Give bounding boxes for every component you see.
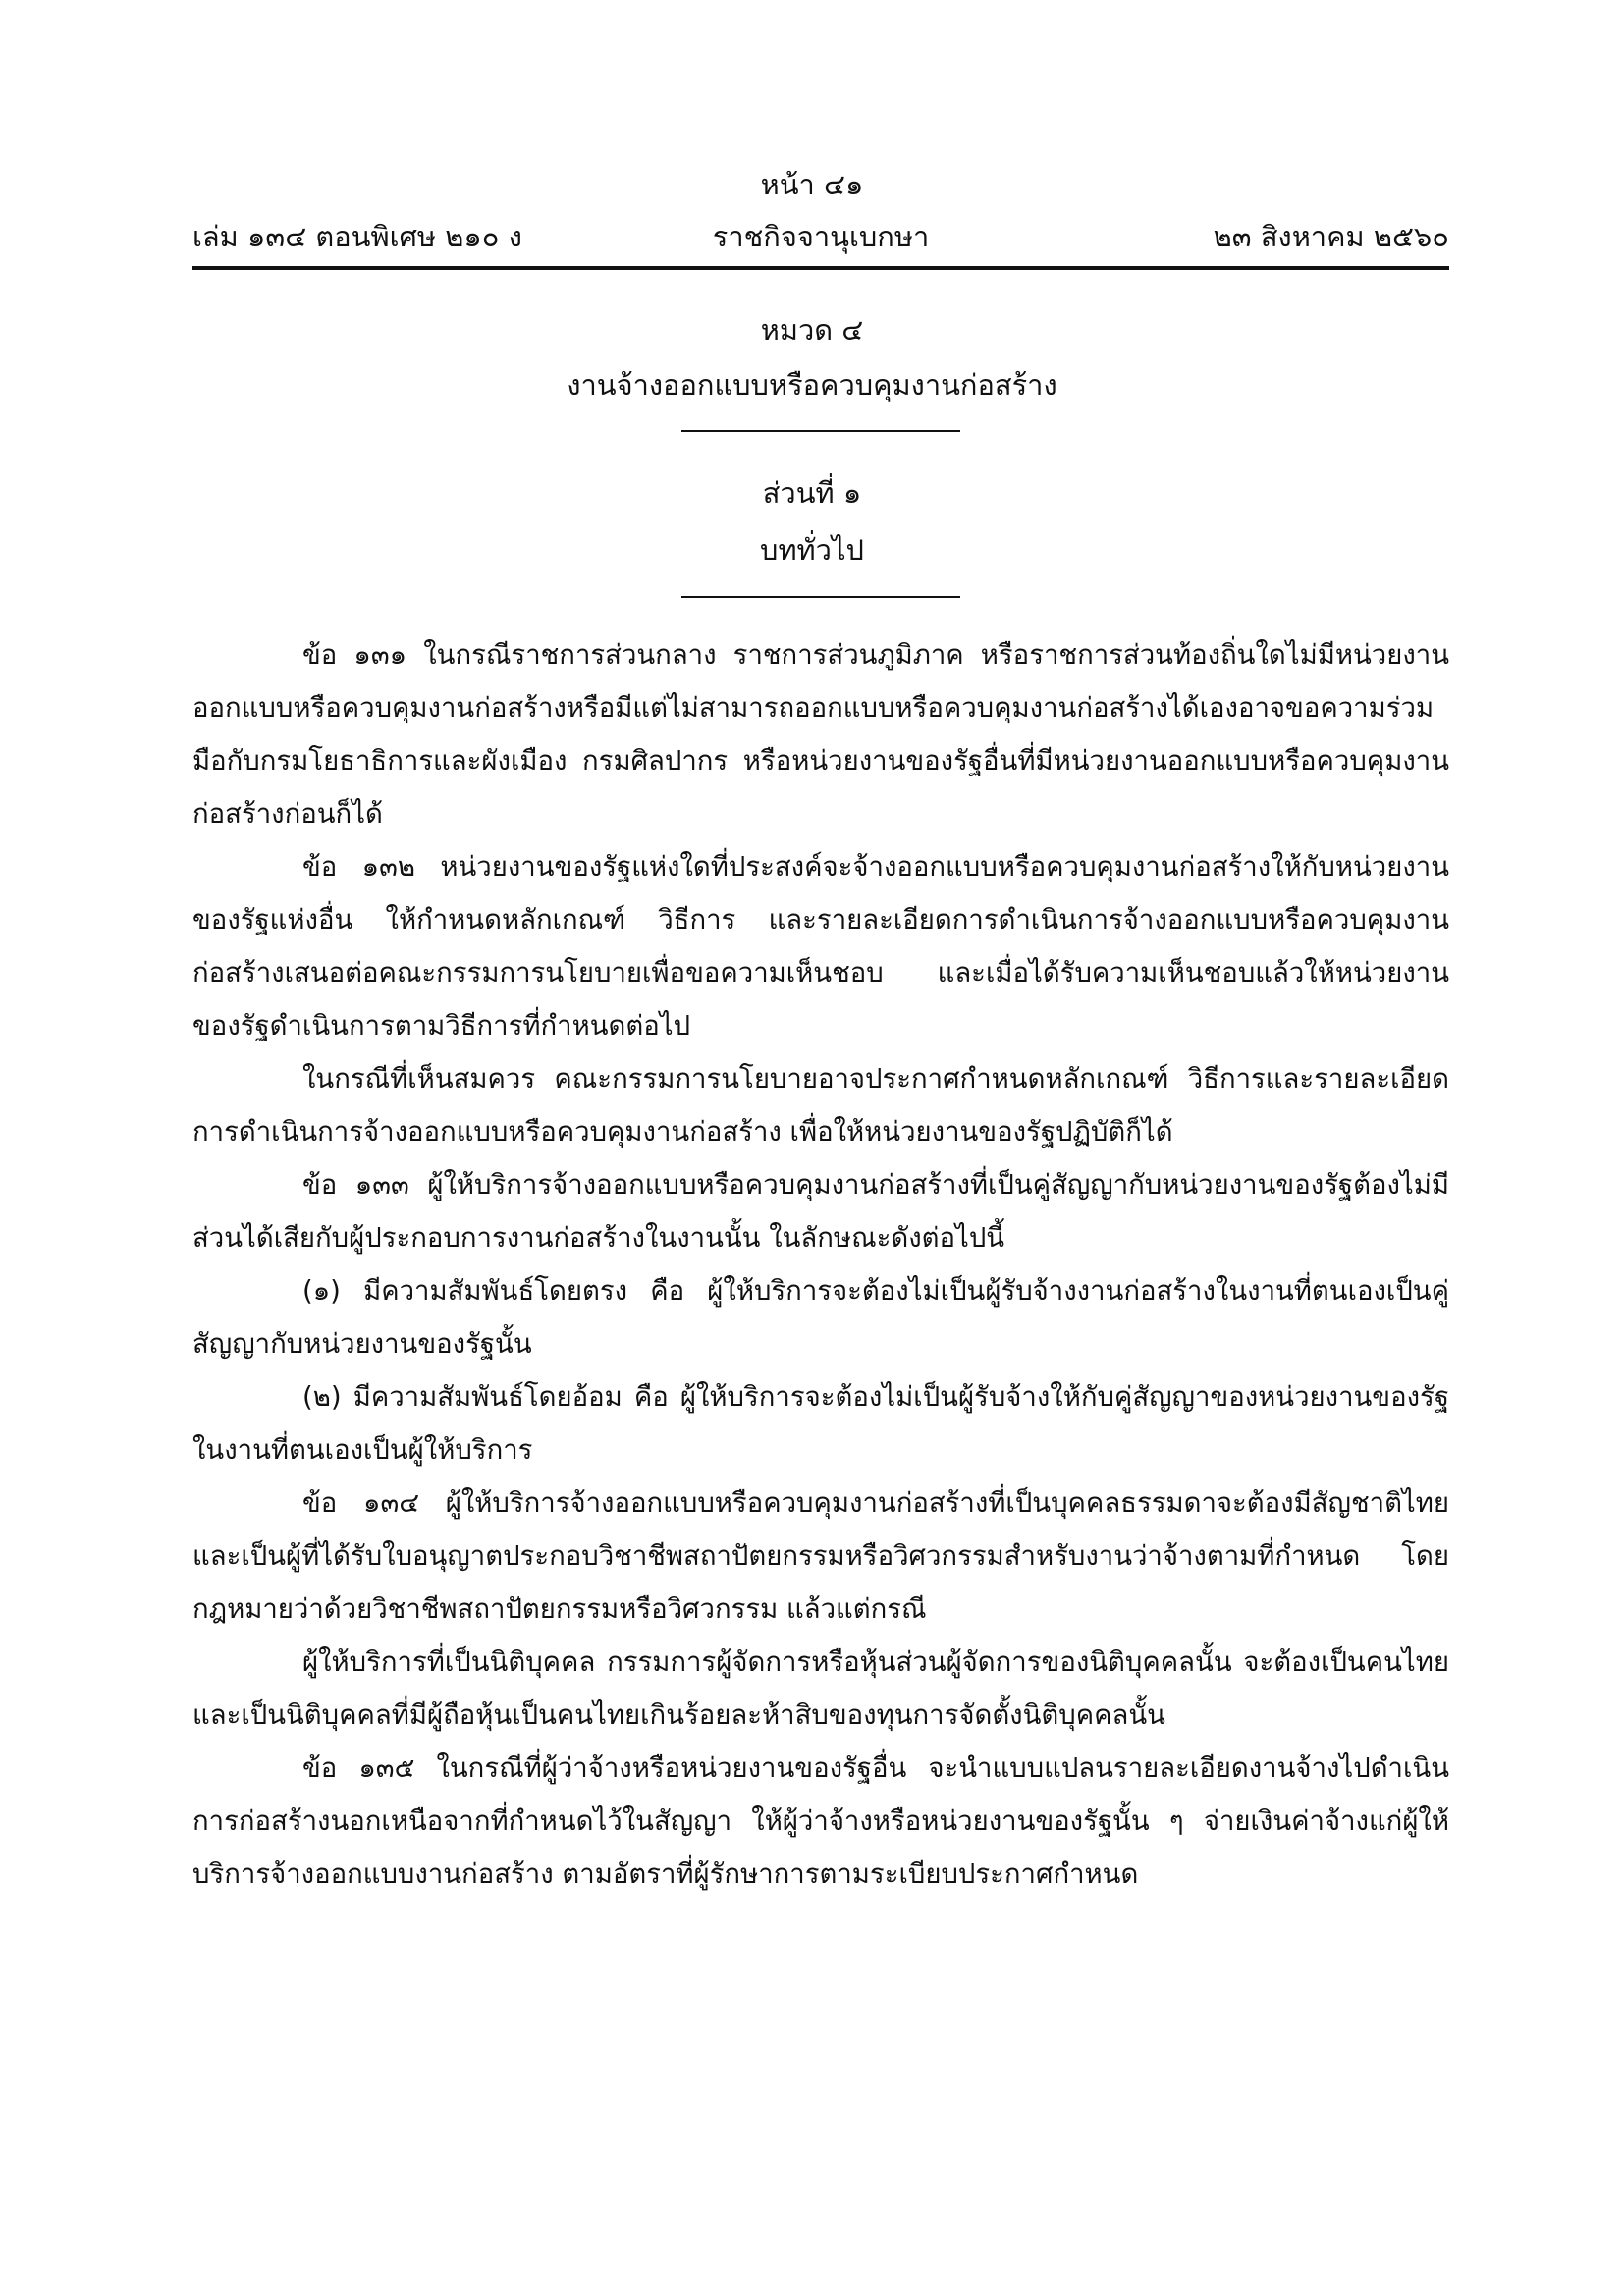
clause-135: ข้อ ๑๓๕ ในกรณีที่ผู้ว่าจ้างหรือหน่วยงานของรัฐอื่น จะนำแบบแปลนรายละเอียดงานจ้างไปดำเนินการก่อสร้างนอกเหนือจากที่กำหนดไว้ในสัญญา ให้ผู้ว่าจ้างหรือหน่วยงานของรัฐนั้น ๆ จ่ายเงินค่าจ้างแก่ผู้ให้บริการจ้างออกแบบงานก่อสร้าง ตามอัตราที่ผู้รักษาการตามระเบียบประกาศกำหนด (192, 1752, 1449, 1890)
clause-132: ข้อ ๑๓๒ หน่วยงานของรัฐแห่งใดที่ประสงค์จะจ้างออกแบบหรือควบคุมงานก่อสร้างให้กับหน่วยงานของรัฐแห่งอื่น ให้กำหนดหลักเกณฑ์ วิธีการ และรายละเอียดการดำเนินการจ้างออกแบบหรือควบคุมงานก่อสร้างเสนอต่อคณะกรรมการนโยบายเพื่อขอความเห็นชอบ และเมื่อได้รับความเห็นชอบแล้วให้หน่วยงานของรัฐดำเนินการตามวิธีการที่กำหนดต่อไป (192, 851, 1449, 1041)
chapter-title: งานจ้างออกแบบหรือควบคุมงานก่อสร้าง (567, 368, 1057, 401)
gazette-header (192, 215, 1449, 258)
clause-133: ข้อ ๑๓๓ ผู้ให้บริการจ้างออกแบบหรือควบคุมงานก่อสร้างที่เป็นคู่สัญญากับหน่วยงานของรัฐต้องไม่มีส่วนได้เสียกับผู้ประกอบการงานก่อสร้างในงานนั้น ในลักษณะดังต่อไปนี้ (192, 1169, 1449, 1254)
part-number: ส่วนที่ ๑ (762, 476, 862, 509)
body-text (192, 628, 1449, 1900)
chapter-divider (681, 430, 960, 432)
part-title: บททั่วไป (760, 533, 864, 566)
part-divider (681, 596, 960, 598)
clause-133-item-1: (๑) มีความสัมพันธ์โดยตรง คือ ผู้ให้บริการจะต้องไม่เป็นผู้รับจ้างงานก่อสร้างในงานที่ตนเองเป็นคู่สัญญากับหน่วยงานของรัฐนั้น (192, 1275, 1449, 1360)
publication-name: ราชกิจจานุเบกษา (712, 220, 930, 253)
header-divider (192, 266, 1449, 270)
chapter-number: หมวด ๔ (760, 313, 864, 347)
clause-133-item-2: (๒) มีความสัมพันธ์โดยอ้อม คือ ผู้ให้บริการจะต้องไม่เป็นผู้รับจ้างให้กับคู่สัญญาของหน่วยงานของรัฐในงานที่ตนเองเป็นผู้ให้บริการ (192, 1381, 1449, 1466)
clause-131: ข้อ ๑๓๑ ในกรณีราชการส่วนกลาง ราชการส่วนภูมิภาค หรือราชการส่วนท้องถิ่นใดไม่มีหน่วยงานออกแบบหรือควบคุมงานก่อสร้างหรือมีแต่ไม่สามารถออกแบบหรือควบคุมงานก่อสร้างได้เองอาจขอความร่วมมือกับกรมโยธาธิการและผังเมือง กรมศิลปากร หรือหน่วยงานของรัฐอื่นที่มีหน่วยงานออกแบบหรือควบคุมงานก่อสร้างก่อนก็ได้ (192, 639, 1449, 829)
publication-date: ๒๓ สิงหาคม ๒๕๖๐ (1213, 220, 1449, 253)
clause-134: ข้อ ๑๓๔ ผู้ให้บริการจ้างออกแบบหรือควบคุมงานก่อสร้างที่เป็นบุคคลธรรมดาจะต้องมีสัญชาติไทยและเป็นผู้ที่ได้รับใบอนุญาตประกอบวิชาชีพสถาปัตยกรรมหรือวิศวกรรมสำหรับงานว่าจ้างตามที่กำหนด โดยกฎหมายว่าด้วยวิชาชีพสถาปัตยกรรมหรือวิศวกรรม แล้วแต่กรณี (192, 1487, 1449, 1625)
volume-issue: เล่ม ๑๓๔ ตอนพิเศษ ๒๑๐ ง (192, 220, 522, 253)
clause-132-paragraph-2: ในกรณีที่เห็นสมควร คณะกรรมการนโยบายอาจประกาศกำหนดหลักเกณฑ์ วิธีการและรายละเอียดการดำเนินการจ้างออกแบบหรือควบคุมงานก่อสร้าง เพื่อให้หน่วยงานของรัฐปฏิบัติก็ได้ (192, 1063, 1449, 1148)
clause-134-paragraph-2: ผู้ให้บริการที่เป็นนิติบุคคล กรรมการผู้จัดการหรือหุ้นส่วนผู้จัดการของนิติบุคคลนั้น จะต้องเป็นคนไทย และเป็นนิติบุคคลที่มีผู้ถือหุ้นเป็นคนไทยเกินร้อยละห้าสิบของทุนการจัดตั้งนิติบุคคลนั้น (192, 1646, 1449, 1731)
page-number: หน้า ๔๑ (760, 168, 864, 201)
